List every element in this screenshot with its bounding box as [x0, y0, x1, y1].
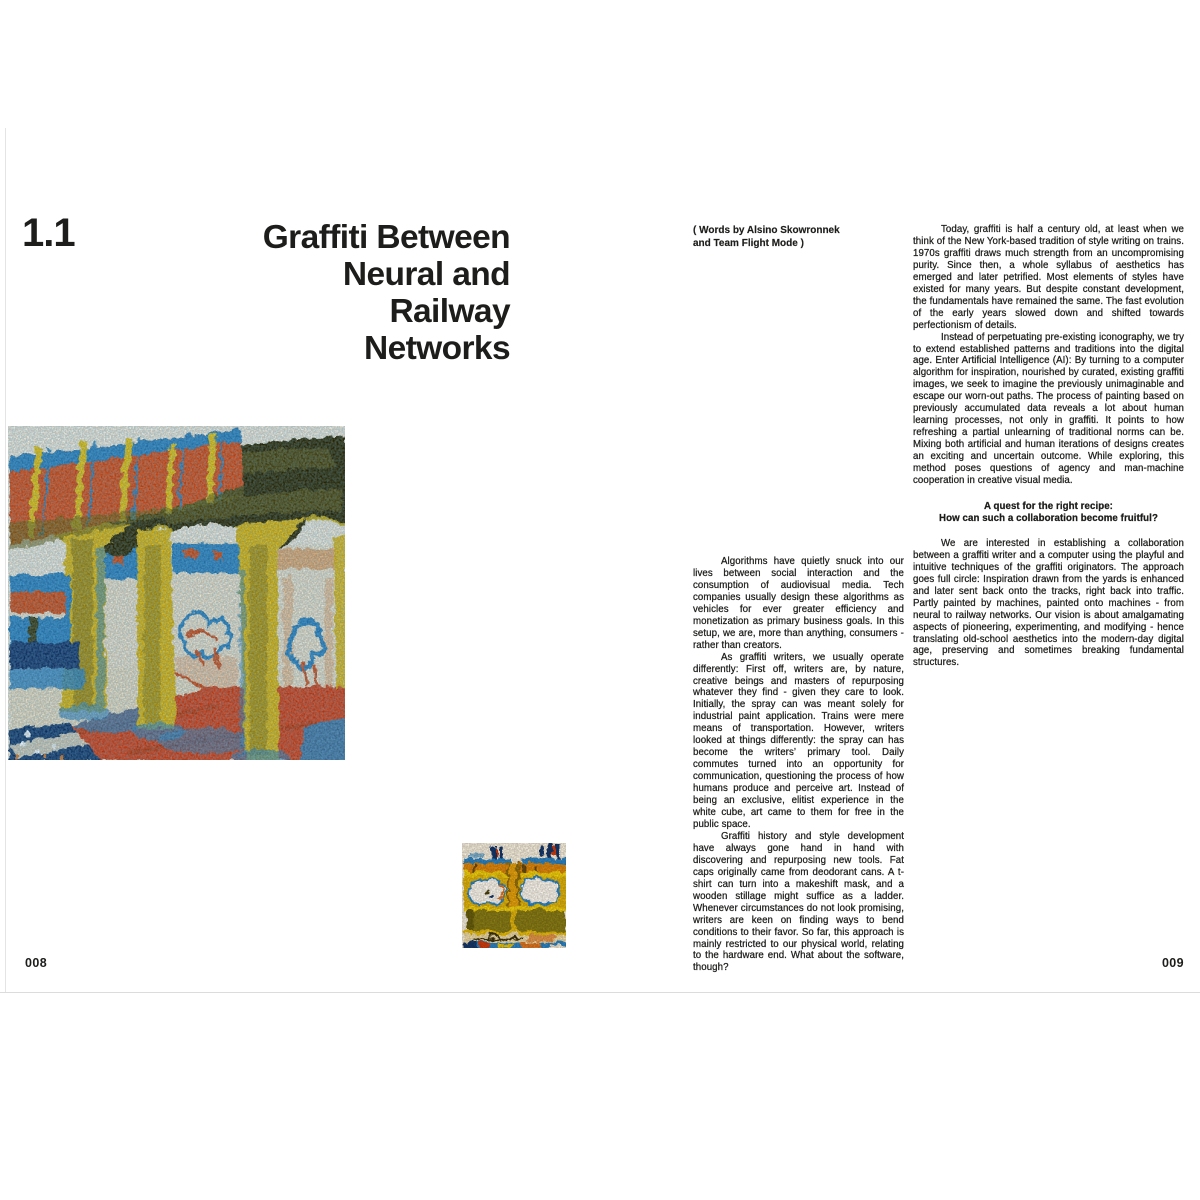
pull-quote-line: A quest for the right recipe: — [984, 500, 1113, 512]
hero-graffiti-viaduct-image — [8, 426, 345, 760]
page-edge-left — [5, 128, 6, 992]
byline — [693, 224, 904, 250]
title-line: Graffiti Between — [262, 219, 510, 256]
page-title — [180, 219, 510, 367]
paragraph: Graffiti history and style development have always gone hand in hand with discovering and repurposing new tools. Fat caps originally came from deodorant cans. A t-shirt can turn into a makeshift mask, and a wooden stillage might suffice as a ladder. Whenever circumstances do not look promising, writers are keen on finding ways to bend conditions to their favor. So far, this approach is mainly restricted to our physical world, relating to the hardware end. What about the software, though? — [693, 830, 904, 974]
small-train-graffiti-illustration — [462, 843, 566, 948]
paragraph: Instead of perpetuating pre-existing iconography, we try to extend established patterns and traditions into the digital age. Enter Artificial Intelligence (AI): By turning to a computer algorithm for inspiration, nourished by curated, existing graffiti images, we seek to imagine the previously unimaginable and escape our worn-out paths. The process of painting based on previously accumulated data reveals a lot about human learning processes, not only in graffiti. It points to how refreshing a partial unlearning of traditional norms can be. Mixing both artificial and human iterations of designs creates an exciting and uncertain outcome. While exploring, this method poses questions of agency and man-machine cooperation in creative visual media. — [913, 331, 1184, 487]
pull-quote — [913, 501, 1184, 525]
paragraph: As graffiti writers, we usually operate differently: First off, writers are, by nature, creative beings and masters of repurposing whatever they find - given they care to look. Initially, the spray can was meant solely for industrial paint application. Trains were mere means of transportation. However, writers looked at things differently: the spray can has become the writers’ primary tool. Daily commutes turned into an opportunity for communication, questioning the process of how humans produce and perceive art. Instead of being an exclusive, elitist experience in the white cube, art came to them for free in the public space. — [693, 651, 904, 830]
small-train-graffiti-image — [462, 843, 566, 948]
title-line: Neural and — [342, 256, 510, 293]
pull-quote-line: How can such a collaboration become fruitful? — [939, 512, 1158, 524]
title-line: Networks — [364, 330, 510, 367]
page-edge-bottom — [0, 992, 1200, 993]
byline-line: ( Words by Alsino Skowronnek — [693, 225, 840, 236]
text-column-right — [913, 224, 1184, 669]
page-number-left: 008 — [25, 956, 48, 970]
paragraph: Today, graffiti is half a century old, at least when we think of the New York-based tradition of style writing on trains. 1970s graffiti draws much strength from an uncompromising purity. Since then, a whole syllabus of aesthetics has emerged and later petrified. Most elements of styles have existed for many years. But despite constant development, the fundamentals have remained the same. The fast evolution of the early years slowed down and shifted towards perfectionism of details. — [913, 224, 1184, 331]
text-column-left — [693, 556, 904, 974]
paragraph: Algorithms have quietly snuck into our lives between social interaction and the consumption of audiovisual media. Tech companies usually design these algorithms as vehicles for ever greater efficiency and monetization as primary business goals. In this setup, we are, more than anything, consumers - rather than creators. — [693, 556, 904, 651]
paragraph: We are interested in establishing a collaboration between a graffiti writer and a computer using the playful and intuitive techniques of the graffiti originators. The approach goes full circle: Inspiration drawn from the yards is enhanced and later sent back onto the tracks, right back into traffic. Partly painted by machines, painted onto machines - from neural to railway networks. Our vision is about amalgamating aspects of pioneering, experimenting, and modifying - hence translating old-school aesthetics into the modern-day digital age, preserving and sometimes breaking fundamental structures. — [913, 537, 1184, 669]
page-number-right: 009 — [1161, 956, 1184, 970]
byline-line: and Team Flight Mode ) — [693, 238, 804, 250]
hero-graffiti-viaduct-illustration — [8, 426, 345, 760]
section-number: 1.1 — [22, 211, 75, 255]
title-line: Railway — [389, 293, 510, 330]
